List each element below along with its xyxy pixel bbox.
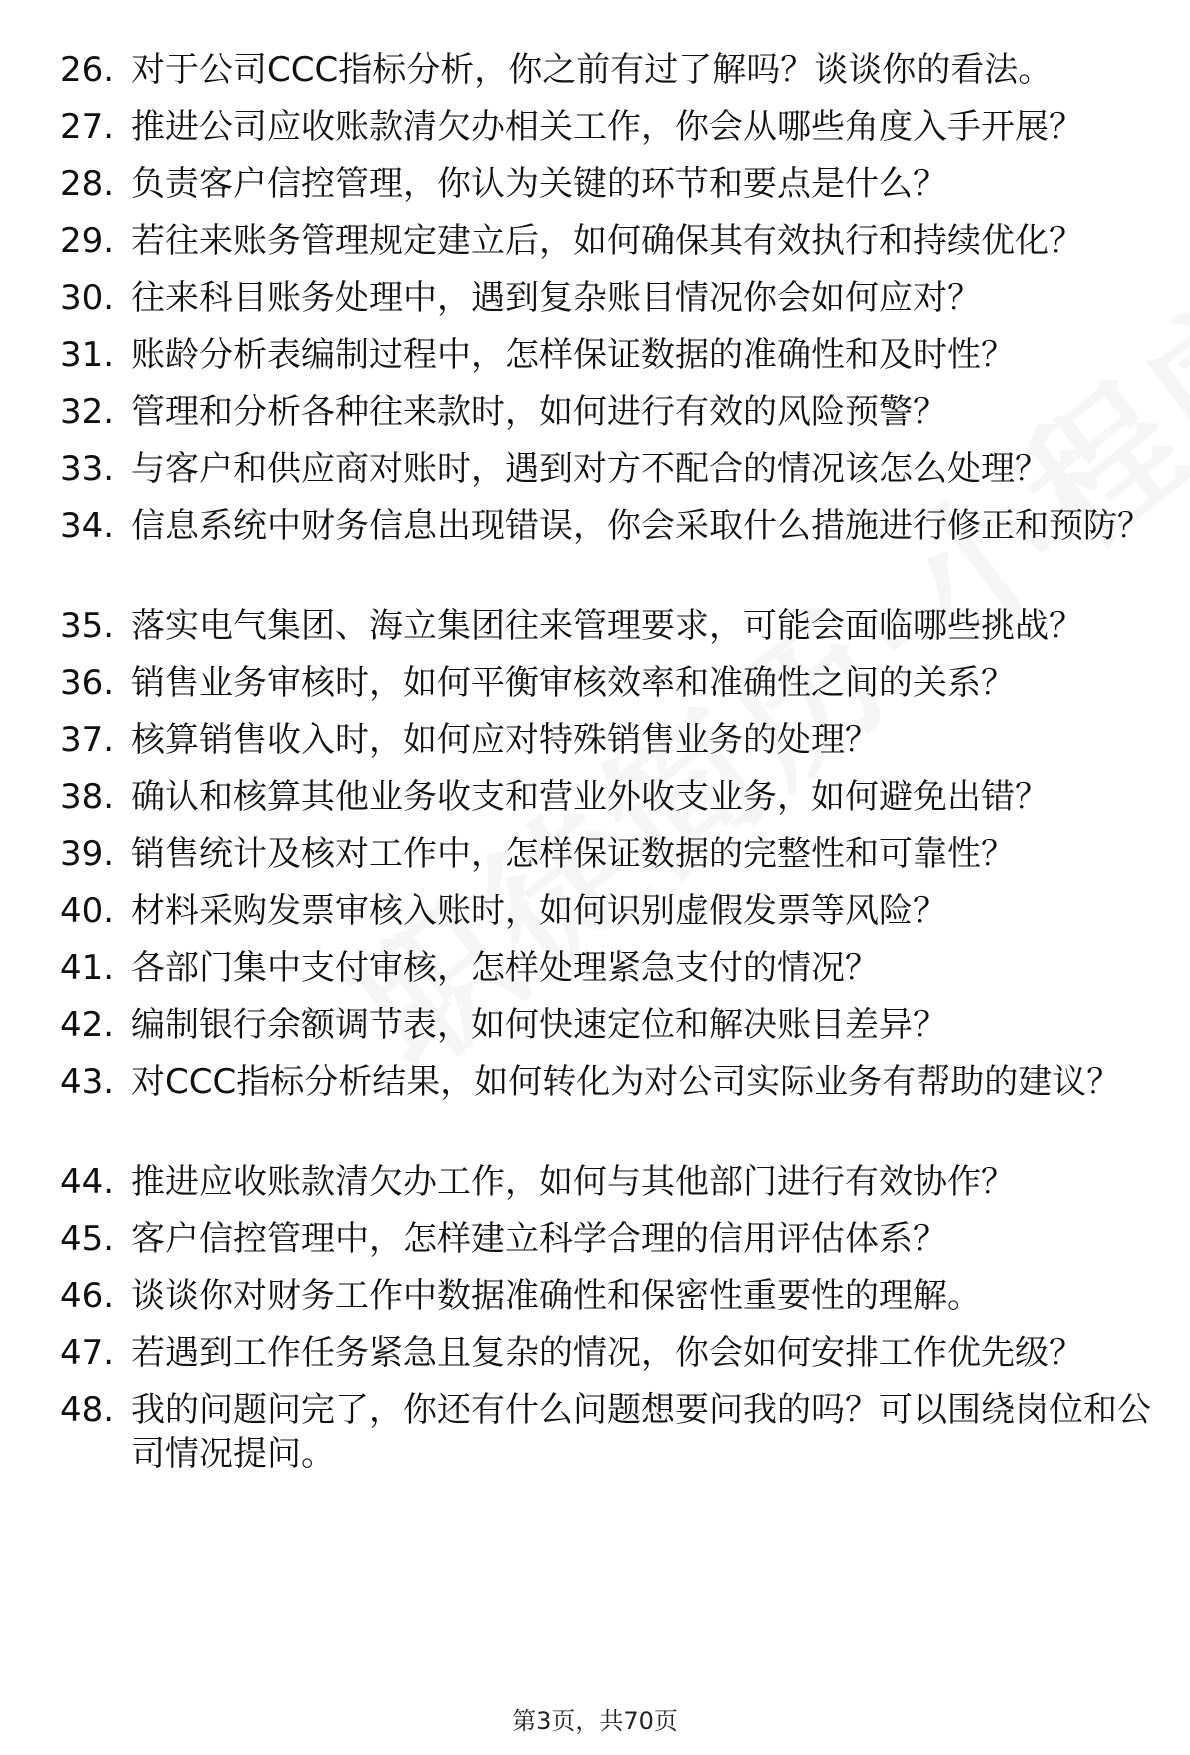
question-text: 材料采购发票审核入账时，如何识别虚假发票等风险？ bbox=[131, 891, 947, 931]
question-text: 信息系统中财务信息出现错误，你会采取什么措施进行修正和预防？ bbox=[131, 506, 1151, 546]
question-number: 43. bbox=[60, 1062, 115, 1102]
question-text: 管理和分析各种往来款时，如何进行有效的风险预警？ bbox=[131, 392, 947, 432]
question-text: 落实电气集团、海立集团往来管理要求，可能会面临哪些挑战？ bbox=[131, 606, 1083, 646]
question-text: 各部门集中支付审核，怎样处理紧急支付的情况？ bbox=[131, 948, 879, 988]
question-text: 若往来账务管理规定建立后，如何确保其有效执行和持续优化？ bbox=[131, 221, 1083, 261]
question-number: 30. bbox=[60, 278, 115, 318]
question-text: 往来科目账务处理中，遇到复杂账目情况你会如何应对？ bbox=[131, 278, 981, 318]
question-number: 44. bbox=[60, 1162, 115, 1202]
question-number: 47. bbox=[60, 1333, 115, 1373]
page-footer: 第3页，共70页 bbox=[512, 1707, 678, 1735]
question-number: 36. bbox=[60, 663, 115, 703]
question-number: 27. bbox=[60, 107, 115, 147]
question-text: 销售业务审核时，如何平衡审核效率和准确性之间的关系？ bbox=[131, 663, 1015, 703]
question-number: 37. bbox=[60, 720, 115, 760]
question-text: 若遇到工作任务紧急且复杂的情况，你会如何安排工作优先级？ bbox=[131, 1333, 1083, 1373]
question-text: 销售统计及核对工作中，怎样保证数据的完整性和可靠性？ bbox=[131, 834, 1015, 874]
question-text: 客户信控管理中，怎样建立科学合理的信用评估体系？ bbox=[131, 1219, 947, 1259]
question-number: 33. bbox=[60, 449, 115, 489]
question-text: 谈谈你对财务工作中数据准确性和保密性重要性的理解。 bbox=[131, 1276, 981, 1316]
question-number: 40. bbox=[60, 891, 115, 931]
question-text: 负责客户信控管理，你认为关键的环节和要点是什么？ bbox=[131, 164, 947, 204]
question-number: 29. bbox=[60, 221, 115, 261]
question-text: 推进应收账款清欠办工作，如何与其他部门进行有效协作？ bbox=[131, 1162, 1015, 1202]
question-text: 与客户和供应商对账时，遇到对方不配合的情况该怎么处理？ bbox=[131, 449, 1049, 489]
question-text: 我的问题问完了，你还有什么问题想要问我的吗？可以围绕岗位和公司情况提问。 bbox=[131, 1390, 1151, 1474]
question-number: 41. bbox=[60, 948, 115, 988]
question-number: 39. bbox=[60, 834, 115, 874]
question-number: 34. bbox=[60, 506, 115, 546]
question-number: 46. bbox=[60, 1276, 115, 1316]
question-number: 35. bbox=[60, 606, 115, 646]
question-number: 42. bbox=[60, 1005, 115, 1045]
question-text: 账龄分析表编制过程中，怎样保证数据的准确性和及时性？ bbox=[131, 335, 1015, 375]
question-number: 32. bbox=[60, 392, 115, 432]
question-number: 26. bbox=[60, 50, 115, 90]
question-number: 38. bbox=[60, 777, 115, 817]
question-text: 对于公司CCC指标分析，你之前有过了解吗？谈谈你的看法。 bbox=[131, 50, 1053, 90]
question-text: 推进公司应收账款清欠办相关工作，你会从哪些角度入手开展？ bbox=[131, 107, 1083, 147]
question-number: 48. bbox=[60, 1390, 115, 1430]
question-number: 28. bbox=[60, 164, 115, 204]
question-text: 对CCC指标分析结果，如何转化为对公司实际业务有帮助的建议？ bbox=[131, 1062, 1121, 1102]
question-text: 核算销售收入时，如何应对特殊销售业务的处理？ bbox=[131, 720, 879, 760]
question-number: 31. bbox=[60, 335, 115, 375]
question-text: 确认和核算其他业务收支和营业外收支业务，如何避免出错？ bbox=[131, 777, 1049, 817]
question-text: 编制银行余额调节表，如何快速定位和解决账目差异？ bbox=[131, 1005, 947, 1045]
question-number: 45. bbox=[60, 1219, 115, 1259]
